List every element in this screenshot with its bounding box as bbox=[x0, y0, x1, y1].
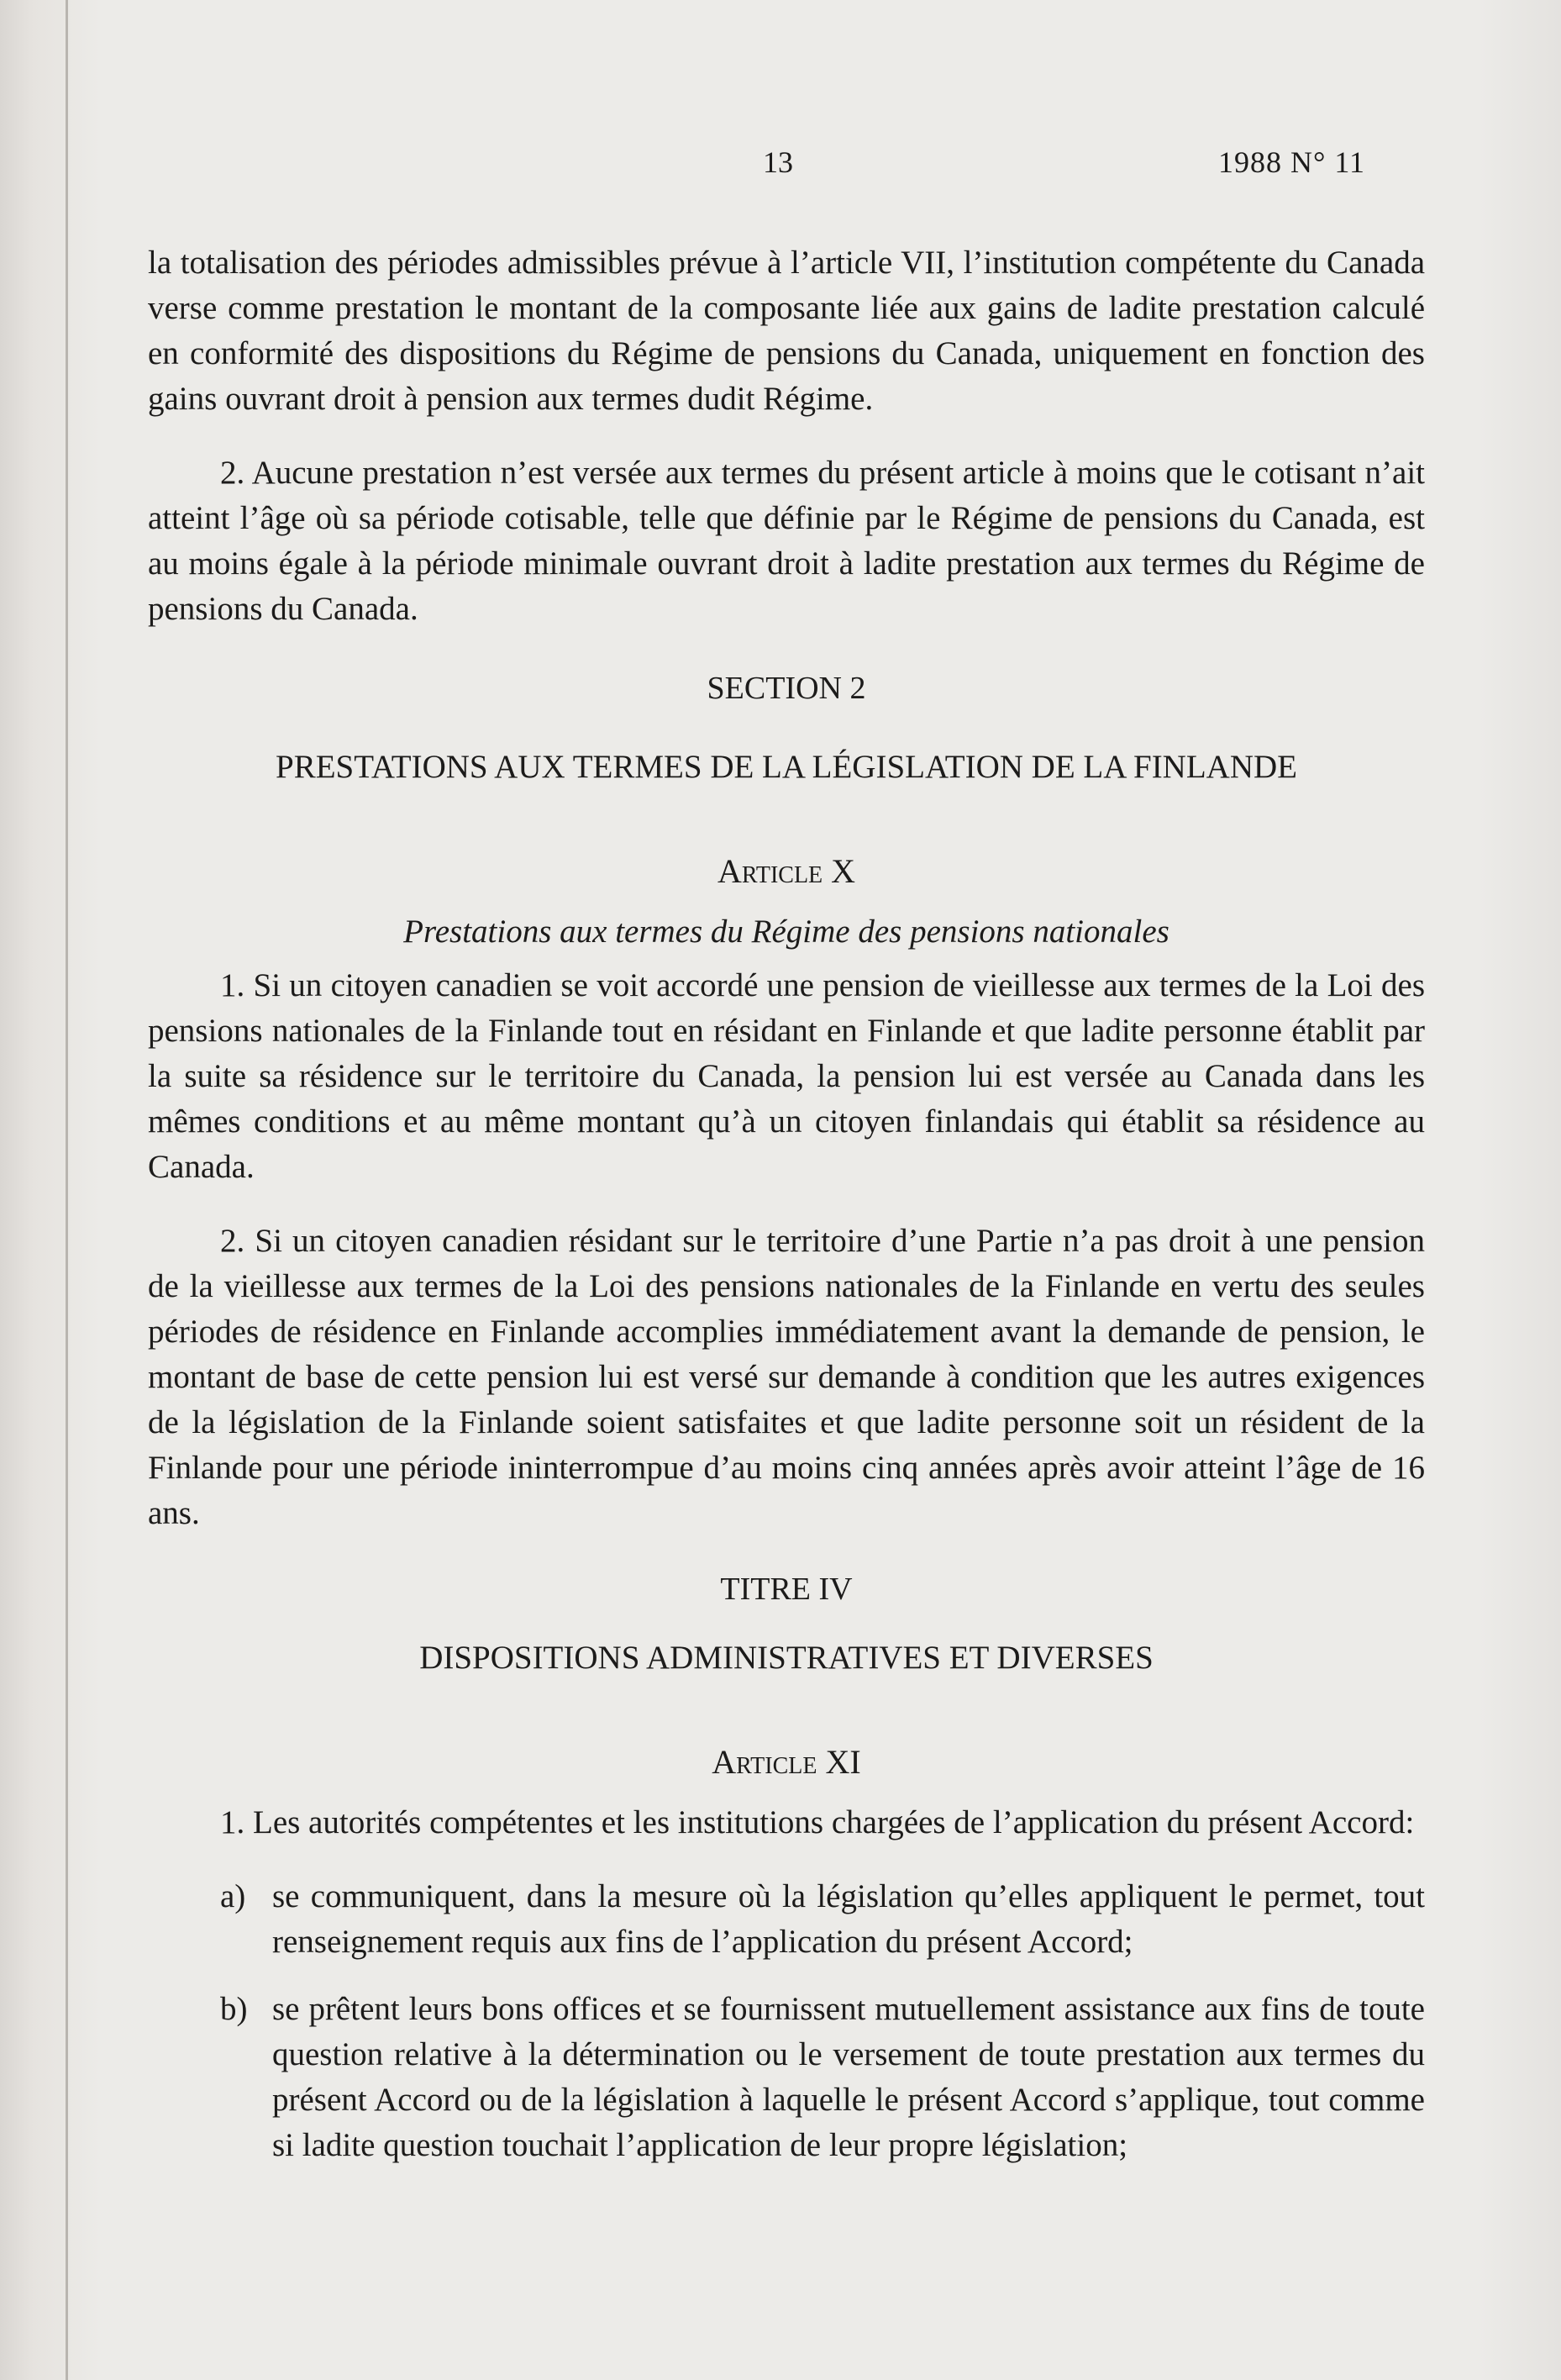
document-body bbox=[148, 240, 1425, 2190]
article-xi-heading: Article XI bbox=[712, 1743, 861, 1781]
list-item bbox=[148, 1874, 1425, 1965]
article-x-heading: Article X bbox=[717, 852, 856, 890]
article-xi-paragraph-1: 1. Les autorités compétentes et les institutions chargées de l’application du présent Accord: bbox=[220, 1804, 1415, 1840]
section-title: PRESTATIONS AUX TERMES DE LA LÉGISLATION DE LA FINLANDE bbox=[276, 749, 1297, 785]
list-item-text: se prêtent leurs bons offices et se fournissent mutuellement assistance aux fins de toute question relative à la détermination ou le versement de toute prestation aux termes du présent Accord ou de la législation à laquelle le présent Accord s’applique, tout comme si ladite question touchait l’application de leur propre législation; bbox=[272, 1991, 1425, 2163]
list-item-text: se communiquent, dans la mesure où la législation qu’elles appliquent le permet, tout renseignement requis aux fins de l’application du présent Accord; bbox=[272, 1878, 1425, 1960]
titre-title: DISPOSITIONS ADMINISTRATIVES ET DIVERSES bbox=[419, 1640, 1154, 1676]
list-marker: b) bbox=[220, 1991, 248, 2027]
titre-heading: TITRE IV bbox=[720, 1572, 853, 1607]
article-x-paragraph-2: 2. Si un citoyen canadien résidant sur le territoire d’une Partie n’a pas droit à une pension de la vieillesse aux termes de la Loi des pensions nationales de la Finlande en vertu des seules périodes de résidence en Finlande accomplies immédiatement avant la demande de pension, le montant de base de cette pension lui est versé sur demande à condition que les autres exigences de la législation de la Finlande soient satisfaites et que ladite personne soit un résident de la Finlande pour une période ininterrompue d’au moins cinq années après avoir atteint l’âge de 16 ans. bbox=[148, 1223, 1425, 1531]
paragraph-continuation: la totalisation des périodes admissibles prévue à l’article VII, l’institution compétente du Canada verse comme prestation le montant de la composante liée aux gains de ladite prestation calculé en conformité des dispositions du Régime de pensions du Canada, uniquement en fonction des gains ouvrant droit à pension aux termes dudit Régime. bbox=[148, 245, 1425, 417]
article-x-paragraph-1: 1. Si un citoyen canadien se voit accordé une pension de vieillesse aux termes de la Loi des pensions nationales de la Finlande tout en résidant en Finlande et que ladite personne établit par la suite sa résidence sur le territoire du Canada, la pension lui est versée au Canada dans les mêmes conditions et au même montant qu’à un citoyen finlandais qui établit sa résidence au Canada. bbox=[148, 967, 1425, 1185]
article-x-subtitle: Prestations aux termes du Régime des pensions nationales bbox=[403, 914, 1169, 950]
section-heading: SECTION 2 bbox=[707, 671, 866, 706]
paragraph-2: 2. Aucune prestation n’est versée aux termes du présent article à moins que le cotisant n’ait atteint l’âge où sa période cotisable, telle que définie par le Régime de pensions du Canada, est au moins égale à la période minimale ouvrant droit à ladite prestation aux termes du Régime de pensions du Canada. bbox=[148, 455, 1425, 627]
list-marker: a) bbox=[220, 1878, 246, 1914]
page-number: 13 bbox=[763, 145, 793, 179]
page-binding-edge bbox=[66, 0, 68, 2380]
issue-label: 1988 N° 11 bbox=[1218, 145, 1366, 179]
list-item bbox=[148, 1987, 1425, 2168]
page-header bbox=[0, 145, 1561, 187]
